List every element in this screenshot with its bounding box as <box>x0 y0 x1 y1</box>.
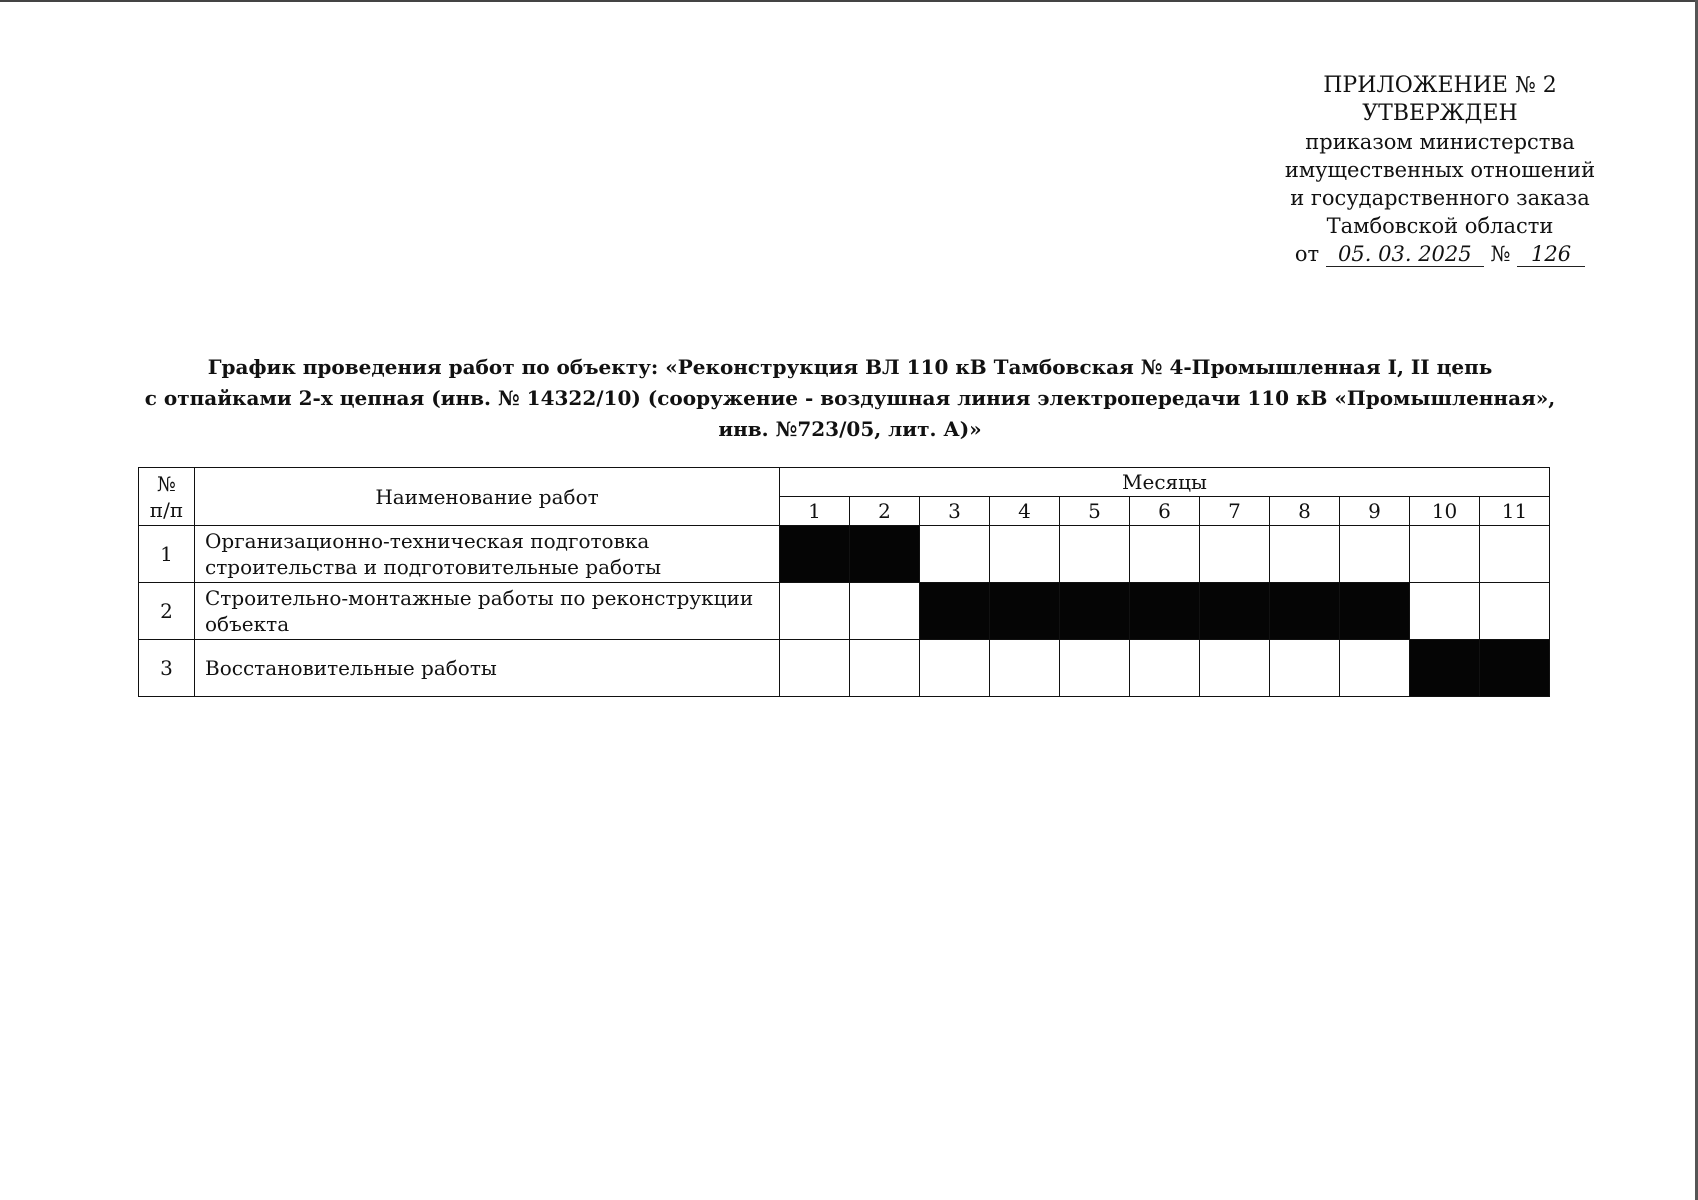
month-cell-empty <box>1480 583 1550 640</box>
work-name-line: Восстановительные работы <box>205 656 497 680</box>
work-name-line: строительства и подготовительные работы <box>205 555 662 579</box>
handwritten-number: 126 <box>1517 242 1585 267</box>
title-line-2: с отпайками 2-х цепная (инв. № 14322/10) (сооружение - воздушная линия электропередачи 110 кВ «Промышленная», <box>144 386 1556 410</box>
month-cell-empty <box>850 583 920 640</box>
month-header-7: 7 <box>1200 497 1270 526</box>
month-cell-active <box>990 583 1060 640</box>
work-name-line: объекта <box>205 612 290 636</box>
month-cell-active <box>1480 640 1550 697</box>
month-header-8: 8 <box>1270 497 1340 526</box>
month-cell-empty <box>1270 640 1340 697</box>
number-prefix: № <box>1490 242 1511 266</box>
month-cell-empty <box>1130 640 1200 697</box>
approval-block <box>1230 72 1650 268</box>
handwritten-date: 05. 03. 2025 <box>1326 242 1484 267</box>
month-header-10: 10 <box>1410 497 1480 526</box>
schedule-title <box>140 352 1560 445</box>
header-months: Месяцы <box>780 468 1550 497</box>
month-cell-empty <box>1410 583 1480 640</box>
month-header-1: 1 <box>780 497 850 526</box>
month-cell-active <box>920 583 990 640</box>
appendix-label: ПРИЛОЖЕНИЕ № 2 <box>1323 73 1557 98</box>
month-header-11: 11 <box>1480 497 1550 526</box>
work-name <box>195 583 780 640</box>
month-header-6: 6 <box>1130 497 1200 526</box>
table-row <box>139 640 1550 697</box>
month-cell-active <box>850 526 920 583</box>
schedule-table <box>138 467 1550 697</box>
month-cell-empty <box>920 526 990 583</box>
month-cell-empty <box>1480 526 1550 583</box>
approval-line-2: имущественных отношений <box>1284 158 1596 182</box>
row-number: 3 <box>139 640 195 697</box>
month-cell-active <box>1410 640 1480 697</box>
approval-date-number <box>1230 240 1650 268</box>
month-cell-empty <box>1270 526 1340 583</box>
page-top-edge <box>0 0 1698 2</box>
month-cell-active <box>1060 583 1130 640</box>
month-header-3: 3 <box>920 497 990 526</box>
month-cell-empty <box>1060 526 1130 583</box>
month-header-5: 5 <box>1060 497 1130 526</box>
month-cell-empty <box>1130 526 1200 583</box>
approval-line-4: Тамбовской области <box>1326 214 1554 238</box>
work-name <box>195 640 780 697</box>
month-cell-empty <box>1200 640 1270 697</box>
month-header-9: 9 <box>1340 497 1410 526</box>
title-line-3: инв. №723/05, лит. А)» <box>718 417 982 441</box>
month-cell-empty <box>850 640 920 697</box>
month-header-4: 4 <box>990 497 1060 526</box>
approval-line-3: и государственного заказа <box>1290 186 1590 210</box>
table-row <box>139 526 1550 583</box>
month-cell-active <box>1340 583 1410 640</box>
month-cell-empty <box>920 640 990 697</box>
month-cell-empty <box>1060 640 1130 697</box>
month-cell-empty <box>1340 526 1410 583</box>
month-cell-active <box>1200 583 1270 640</box>
month-cell-empty <box>1410 526 1480 583</box>
header-number-symbol: № <box>157 471 176 496</box>
month-cell-empty <box>1200 526 1270 583</box>
month-cell-active <box>1270 583 1340 640</box>
header-work-name: Наименование работ <box>195 468 780 526</box>
row-number: 2 <box>139 583 195 640</box>
row-number: 1 <box>139 526 195 583</box>
month-cell-active <box>780 526 850 583</box>
month-cell-empty <box>990 640 1060 697</box>
schedule-body <box>139 526 1550 697</box>
header-number-abbrev: п/п <box>149 497 184 522</box>
approved-label: УТВЕРЖДЕН <box>1362 101 1518 126</box>
header-number <box>139 468 195 526</box>
work-name-line: Организационно-техническая подготовка <box>205 529 650 553</box>
month-cell-empty <box>780 640 850 697</box>
table-row <box>139 583 1550 640</box>
month-cell-empty <box>990 526 1060 583</box>
month-cell-active <box>1130 583 1200 640</box>
date-prefix: от <box>1294 242 1320 266</box>
month-cell-empty <box>780 583 850 640</box>
title-line-1: График проведения работ по объекту: «Реконструкция ВЛ 110 кВ Тамбовская № 4-Промышленная I, II цепь <box>207 355 1493 379</box>
approval-line-1: приказом министерства <box>1305 130 1575 154</box>
work-name-line: Строительно-монтажные работы по реконструкции <box>205 586 754 610</box>
work-name <box>195 526 780 583</box>
month-cell-empty <box>1340 640 1410 697</box>
month-header-2: 2 <box>850 497 920 526</box>
